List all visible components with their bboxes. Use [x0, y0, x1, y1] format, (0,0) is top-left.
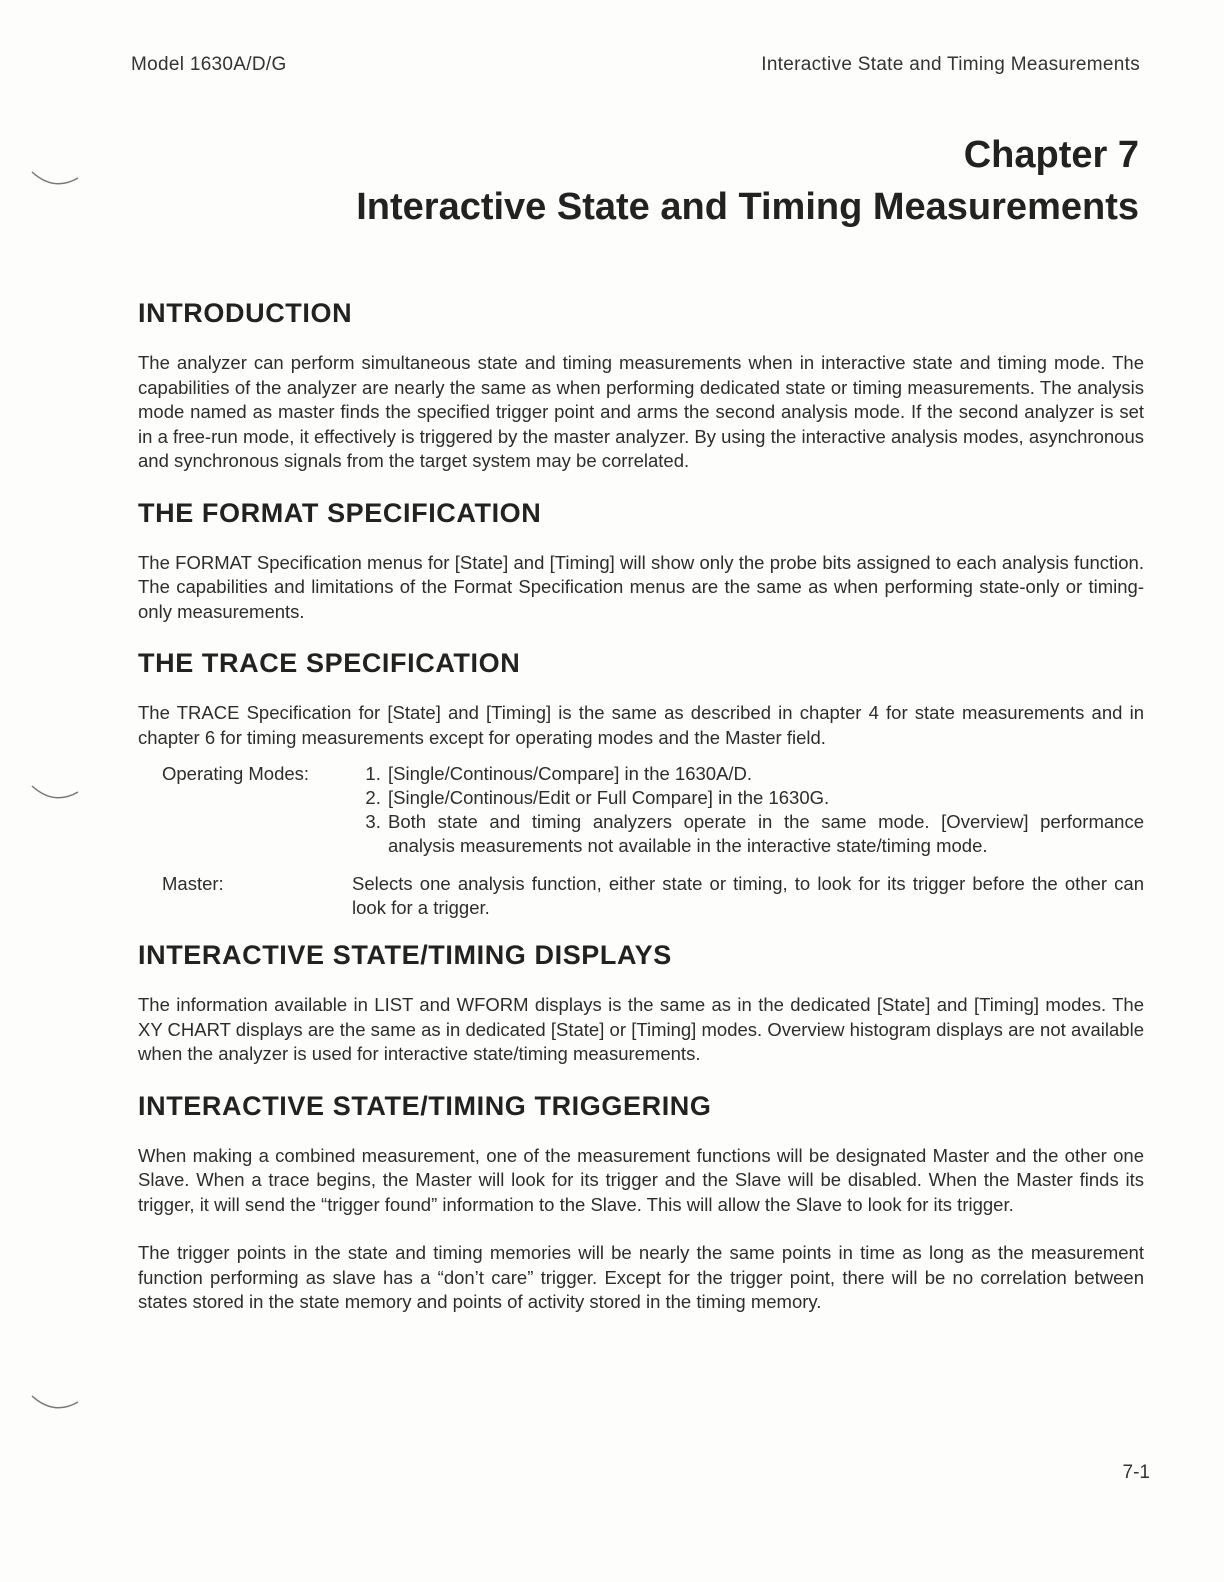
section-paragraph: The information available in LIST and WFORM displays is the same as in the dedicated [State] and [Timing] modes. The XY CHART displays are the same as in dedicated [State] or [Timing] modes. Overview histogram displays are not available when the analyzer is used for interactive state/timing measurements. — [138, 994, 1144, 1064]
section-paragraph: The FORMAT Specification menus for [State] and [Timing] will show only the probe bits assigned to each analysis function. The capabilities and limitations of the Format Specification menus are the same as when performing state-only or timing-only measurements. — [138, 551, 1144, 622]
definition-term: Operating Modes: — [162, 763, 310, 784]
definition-body: Selects one analysis function, either state or timing, to look for its trigger before the other can look for a trigger. — [352, 873, 1144, 918]
binder-hole-mark — [30, 1392, 80, 1414]
section-heading: INTERACTIVE STATE/TIMING DISPLAYS — [138, 940, 672, 970]
section-heading: INTERACTIVE STATE/TIMING TRIGGERING — [138, 1090, 712, 1121]
section-interactive-triggering — [138, 1091, 1144, 1315]
section-paragraph: The TRACE Specification for [State] and [Timing] is the same as described in chapter 4 for state measurements and in chapter 6 for timing measurements except for operating modes and the Master field. — [138, 702, 1144, 748]
definition-master — [162, 872, 1144, 920]
definition-list — [162, 762, 1144, 920]
section-heading: THE FORMAT SPECIFICATION — [138, 497, 542, 528]
section-paragraph: The analyzer can perform simultaneous state and timing measurements when in interactive state and timing mode. The capabilities of the analyzer are nearly the same as when performing dedicated state or timing measurements. The analysis mode named as master finds the specified trigger point and arms the second analysis mode. If the second analyzer is set in a free-run mode, it effectively is triggered by the master analyzer. By using the interactive analysis modes, asynchronous and synchronous signals from the target system may be correlated. — [138, 352, 1144, 471]
definition-body — [352, 762, 1144, 858]
list-item: 2. [Single/Continous/Edit or Full Compare] in the 1630G. — [386, 786, 1144, 810]
page-body — [138, 298, 1144, 1339]
header-section-title: Interactive State and Timing Measurements — [761, 54, 1140, 75]
header-model: Model 1630A/D/G — [131, 54, 287, 75]
section-heading: INTRODUCTION — [138, 298, 353, 328]
binder-hole-mark — [30, 782, 80, 804]
operating-modes-list — [352, 762, 1144, 858]
chapter-number: Chapter 7 — [963, 134, 1139, 176]
section-format-specification — [138, 498, 1144, 625]
definition-term: Master: — [162, 873, 224, 894]
section-introduction — [138, 298, 1144, 474]
list-item: 3. Both state and timing analyzers operate in the same mode. [Overview] performance analysis measurements not available in the interactive state/timing mode. — [386, 810, 1144, 858]
section-heading: THE TRACE SPECIFICATION — [138, 648, 521, 678]
binder-hole-mark — [30, 168, 80, 190]
page-number: 7-1 — [1122, 1462, 1150, 1483]
chapter-title: Interactive State and Timing Measurements — [356, 186, 1139, 228]
section-paragraph: The trigger points in the state and timing memories will be nearly the same points in time as long as the measurement function performing as slave has a “don’t care” trigger. Except for the trigger point, there will be no correlation between states stored in the state memory and points of activity stored in the timing memory. — [138, 1242, 1144, 1312]
list-item: 1. [Single/Continous/Compare] in the 1630A/D. — [386, 762, 1144, 786]
section-trace-specification — [138, 648, 1144, 920]
section-interactive-displays — [138, 940, 1144, 1067]
definition-operating-modes — [162, 762, 1144, 858]
section-paragraph: When making a combined measurement, one of the measurement functions will be designated Master and the other one Slave. When a trace begins, the Master will look for its trigger and the Slave will be disabled. When the Master finds its trigger, it will send the “trigger found” information to the Slave. This will allow the Slave to look for its trigger. — [138, 1144, 1144, 1215]
